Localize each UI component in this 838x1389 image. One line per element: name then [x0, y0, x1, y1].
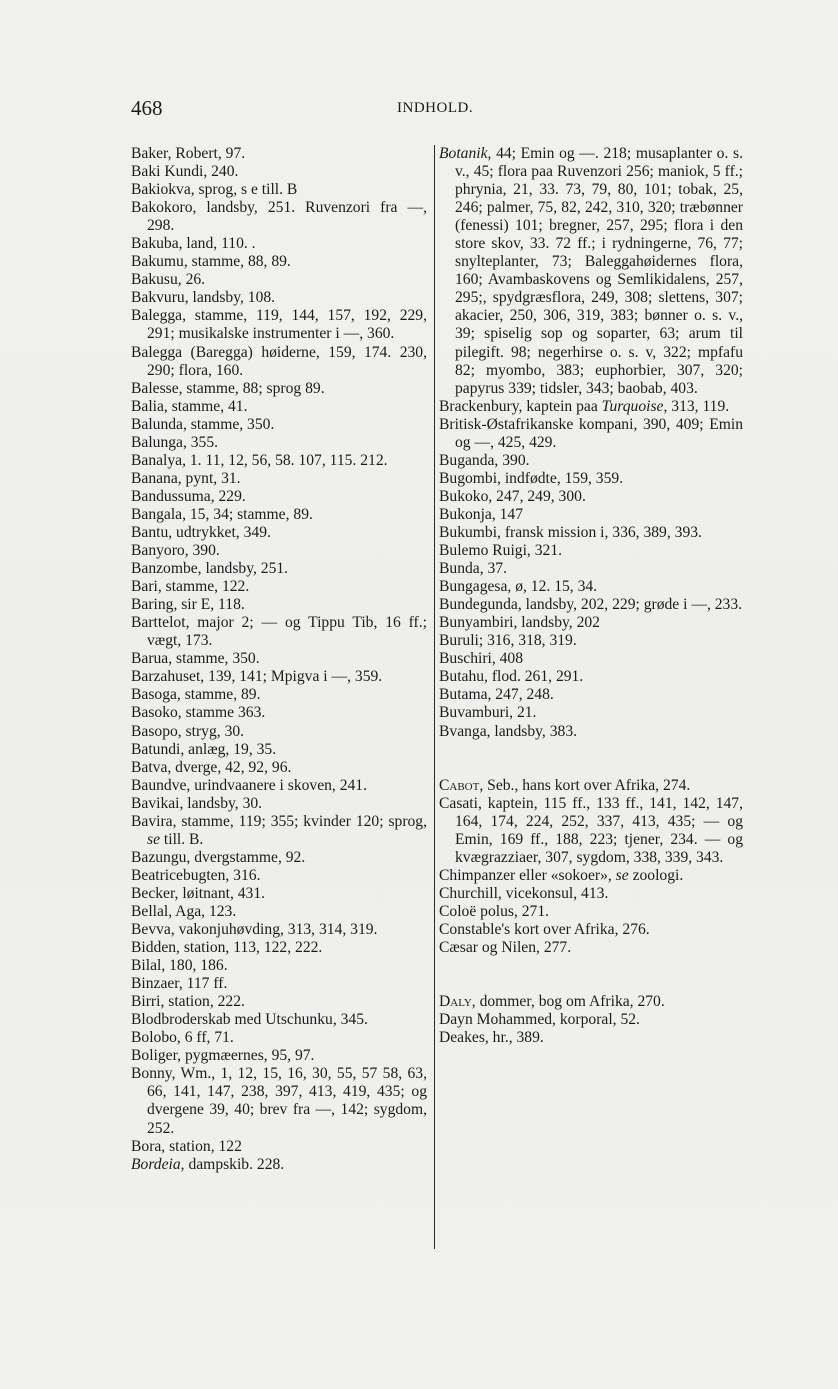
running-head: INDHOLD.	[397, 100, 474, 116]
index-entry: Bungagesa, ø, 12. 15, 34.	[439, 578, 598, 596]
entry-text: zoologi.	[628, 866, 684, 884]
entry-text: , 44; Emin og —. 218; musaplanter o. s. v., 45; flora paa Ruvenzori 256; maniok, 5 ff.; phrynia, 21, 33. 73, 79, 80, 101; tobak, 25, 246; palmer, 75, 82, 242, 310, 320; træbønner (fenessi) 101; bregner, 257, 295; flora i den store skov, 33. 72 ff.; i rydningerne, 76, 77; snylteplanter, 73; Baleggahøidernes flora, 160; Avambaskovens og Semlikidalens, 257, 295;, spydgræsflora, 249, 308; slettens, 307; akacier, 250, 306, 319, 383; bønner o. s. v., 39; spiselig sop og soparter, 63; arum til pilegift. 98; negerhirse o. s. v, 322; mpfafu 82; myombo, 383; euphorbier, 307, 320; papyrus 339; tidsler, 343; baobab, 403.	[455, 145, 743, 397]
index-entry: Deakes, hr., 389.	[439, 1029, 544, 1047]
index-entry: Butahu, flod. 261, 291.	[439, 668, 584, 686]
index-entry	[439, 145, 743, 398]
index-entry: Barttelot, major 2; — og Tippu Tib, 16 ff.; vægt, 173.	[131, 614, 427, 650]
index-entry: Bakuba, land, 110. .	[131, 235, 256, 253]
index-entry: Buruli; 316, 318, 319.	[439, 632, 577, 650]
index-entry: Cæsar og Nilen, 277.	[439, 938, 572, 956]
index-entry: Constable's kort over Afrika, 276.	[439, 920, 650, 938]
column-divider	[434, 145, 435, 1249]
index-entry: Boliger, pygmæernes, 95, 97.	[131, 1047, 315, 1065]
index-entry: Bukoko, 247, 249, 300.	[439, 487, 586, 505]
index-entry: Barzahuset, 139, 141; Mpigva i —, 359.	[131, 668, 383, 686]
index-entry: Banalya, 1. 11, 12, 56, 58. 107, 115. 212.	[131, 451, 388, 469]
index-entry: Bazungu, dvergstamme, 92.	[131, 848, 306, 866]
index-entry: Binzaer, 117 ff.	[131, 975, 228, 993]
index-entry: Banzombe, landsby, 251.	[131, 560, 289, 578]
index-entry: Bavikai, landsby, 30.	[131, 794, 263, 812]
entry-italic: se	[615, 866, 629, 884]
letter-section-gap	[439, 741, 743, 777]
index-entry: Banyoro, 390.	[131, 542, 220, 560]
index-entry: Bantu, udtrykket, 349.	[131, 523, 271, 541]
index-entry: Bundegunda, landsby, 202, 229; grøde i —, 233.	[439, 596, 743, 614]
index-entry: Bonny, Wm., 1, 12, 15, 16, 30, 55, 57 58, 63, 66, 141, 147, 238, 397, 413, 419, 435; og dvergene 39, 40; brev fra —, 142; sygdom, 252.	[131, 1065, 427, 1137]
entry-text: Bavira, stamme, 119; 355; kvinder 120; sprog,	[131, 812, 427, 830]
entry-italic: se	[147, 830, 160, 848]
index-entry: Dayn Mohammed, korporal, 52.	[439, 1011, 640, 1029]
index-entry: Balunga, 355.	[131, 433, 219, 451]
index-entry: Bandussuma, 229.	[131, 487, 246, 505]
index-entry: Baundve, urindvaanere i skoven, 241.	[131, 776, 368, 794]
index-entry: Balegga (Baregga) høiderne, 159, 174. 230, 290; flora, 160.	[131, 343, 427, 379]
index-entry	[131, 1156, 427, 1174]
index-entry: Bolobo, 6 ff, 71.	[131, 1029, 234, 1047]
index-column-left	[131, 145, 427, 1174]
index-entry: Buvamburi, 21.	[439, 704, 537, 722]
index-entry: Bangala, 15, 34; stamme, 89.	[131, 505, 313, 523]
index-entry: Bunda, 37.	[439, 560, 508, 578]
index-entry: Bakiokva, sprog, s e till. B	[131, 181, 298, 199]
index-entry: Bakvuru, landsby, 108.	[131, 289, 276, 307]
index-entry: Becker, løitnant, 431.	[131, 884, 266, 902]
index-entry	[439, 867, 743, 885]
index-entry: Blodbroderskab med Utschunku, 345.	[131, 1011, 368, 1029]
entry-italic: Botanik	[439, 145, 488, 162]
index-entry: Beatricebugten, 316.	[131, 866, 261, 884]
entry-text: Brackenbury, kaptein paa	[439, 397, 602, 415]
index-entry: Baring, sir E, 118.	[131, 596, 245, 614]
entry-text: , dommer, bog om Afrika, 270.	[471, 993, 665, 1011]
index-entry: Bakokoro, landsby, 251. Ruvenzori fra —, 298.	[131, 199, 427, 235]
index-entry: Bellal, Aga, 123.	[131, 902, 237, 920]
letter-section-gap	[439, 957, 743, 993]
index-entry: Bidden, station, 113, 122, 222.	[131, 939, 323, 957]
index-entry: Britisk-Østafrikanske kompani, 390, 409; Emin og —, 425, 429.	[439, 415, 743, 451]
entry-text: , Seb., hans kort over Afrika, 274.	[479, 776, 691, 794]
index-entry: Balunda, stamme, 350.	[131, 415, 275, 433]
index-entry: Buschiri, 408	[439, 650, 524, 668]
index-entry: Bukonja, 147	[439, 505, 524, 523]
index-entry: Barua, stamme, 350.	[131, 650, 260, 668]
index-entry: Balesse, stamme, 88; sprog 89.	[131, 379, 325, 397]
index-entry: Churchill, vicekonsul, 413.	[439, 884, 609, 902]
entry-text: Chimpanzer eller «sokoer»,	[439, 866, 616, 884]
index-entry: Banana, pynt, 31.	[131, 469, 241, 487]
index-entry: Baki Kundi, 240.	[131, 163, 239, 181]
index-entry	[439, 777, 743, 795]
index-entry: Baker, Robert, 97.	[131, 145, 246, 162]
index-entry: Bakumu, stamme, 88, 89.	[131, 253, 291, 271]
index-entry: Bvanga, landsby, 383.	[439, 722, 578, 740]
index-entry: Bukumbi, fransk mission i, 336, 389, 393.	[439, 523, 702, 541]
index-entry: Butama, 247, 248.	[439, 686, 554, 704]
index-entry: Bulemo Ruigi, 321.	[439, 542, 563, 560]
entry-italic: Turquoise	[601, 397, 664, 415]
index-entry	[131, 813, 427, 849]
index-entry	[439, 993, 743, 1011]
page-number: 468	[131, 96, 163, 120]
index-column-right	[439, 145, 743, 1047]
entry-headword-smallcaps: Daly	[439, 993, 472, 1011]
index-entry: Balia, stamme, 41.	[131, 397, 248, 415]
index-entry: Bunyambiri, landsby, 202	[439, 614, 600, 632]
index-entry: Bugombi, indfødte, 159, 359.	[439, 469, 624, 487]
index-entry: Bora, station, 122	[131, 1137, 242, 1155]
index-entry: Balegga, stamme, 119, 144, 157, 192, 229, 291; musikalske instrumenter i —, 360.	[131, 307, 427, 343]
index-entry: Basoko, stamme 363.	[131, 704, 266, 722]
index-entry: Batva, dverge, 42, 92, 96.	[131, 758, 292, 776]
index-entry: Batundi, anlæg, 19, 35.	[131, 740, 277, 758]
index-entry: Basoga, stamme, 89.	[131, 686, 261, 704]
index-entry: Bakusu, 26.	[131, 271, 206, 289]
entry-text: till. B.	[160, 830, 204, 848]
index-entry: Birri, station, 222.	[131, 993, 245, 1011]
index-entry: Buganda, 390.	[439, 451, 530, 469]
entry-text: , 313, 119.	[663, 397, 730, 415]
index-entry: Basopo, stryg, 30.	[131, 722, 245, 740]
entry-text: , dampskib. 228.	[180, 1155, 285, 1173]
entry-italic: Bordeia	[131, 1155, 181, 1173]
index-entry: Bari, stamme, 122.	[131, 578, 250, 596]
index-entry: Coloë polus, 271.	[439, 902, 550, 920]
index-entry: Casati, kaptein, 115 ff., 133 ff., 141, 142, 147, 164, 174, 224, 252, 337, 413, 435; — og Emin, 169 ff., 188, 223; tjener, 234. — og kvægrazziaer, 307, sygdom, 338, 339, 343.	[439, 794, 743, 866]
index-entry: Bevva, vakonjuhøvding, 313, 314, 319.	[131, 921, 378, 939]
index-entry	[439, 398, 743, 416]
index-entry: Bilal, 180, 186.	[131, 957, 228, 975]
entry-headword-smallcaps: Cabot	[439, 776, 480, 794]
